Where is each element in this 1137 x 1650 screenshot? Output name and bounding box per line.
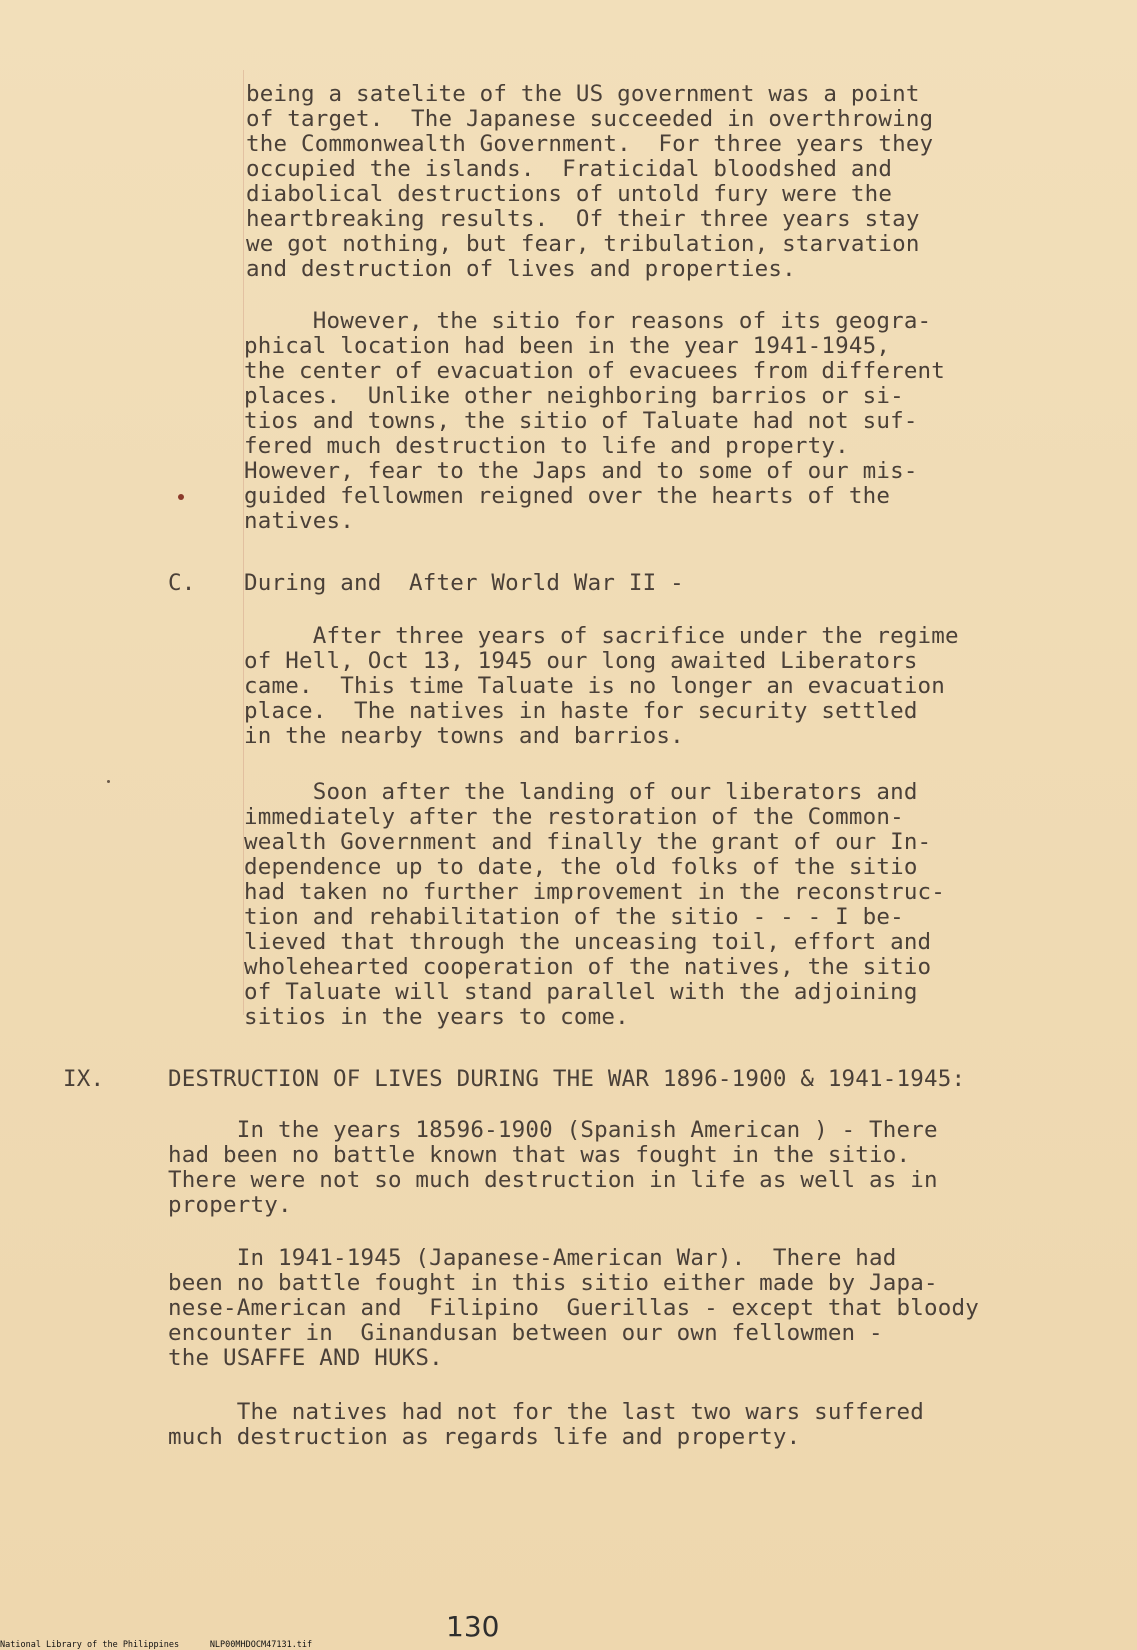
text-line: heartbreaking results. Of their three years stay <box>246 206 920 232</box>
text-line: property. <box>168 1192 292 1218</box>
text-line: After three years of sacrifice under the regime <box>244 623 959 649</box>
text-line: The natives had not for the last two wars suffered <box>168 1399 925 1425</box>
text-line: the center of evacuation of evacuees from different <box>244 358 946 384</box>
section-ix-numeral: IX. <box>63 1066 105 1092</box>
text-line: of target. The Japanese succeeded in overthrowing <box>246 106 934 132</box>
text-line: wholehearted cooperation of the natives, the sitio <box>244 954 932 980</box>
text-line: being a satelite of the US government was a point <box>246 81 920 107</box>
text-line: and destruction of lives and properties. <box>246 256 796 282</box>
text-line: we got nothing, but fear, tribulation, starvation <box>246 231 920 257</box>
text-line: of Taluate will stand parallel with the adjoining <box>244 979 918 1005</box>
text-line: the USAFFE AND HUKS. <box>168 1345 443 1371</box>
text-line: However, fear to the Japs and to some of our mis- <box>244 458 918 484</box>
text-line: Soon after the landing of our liberators and <box>244 779 918 805</box>
text-line: been no battle fought in this sitio either made by Japa- <box>168 1270 938 1296</box>
text-line: tios and towns, the sitio of Taluate had not suf- <box>244 408 918 434</box>
section-c-letter: C. <box>168 570 196 596</box>
text-line: dependence up to date, the old folks of the sitio <box>244 854 918 880</box>
ink-dot <box>178 494 184 500</box>
text-line: had been no battle known that was fought in the sitio. <box>168 1142 911 1168</box>
text-line: place. The natives in haste for security settled <box>244 698 918 724</box>
text-line: had taken no further improvement in the reconstruc- <box>244 879 946 905</box>
text-line: phical location had been in the year 1941-1945, <box>244 333 891 359</box>
text-line: In the years 18596-1900 (Spanish American ) - There <box>168 1117 938 1143</box>
scan-footer-caption: National Library of the Philippines NLP00MHDOCM47131.tif <box>0 1640 313 1650</box>
text-line: In 1941-1945 (Japanese-American War). There had <box>168 1245 897 1271</box>
text-line: tion and rehabilitation of the sitio - - - I be- <box>244 904 904 930</box>
text-line: However, the sitio for reasons of its geogra- <box>244 308 932 334</box>
text-line: came. This time Taluate is no longer an evacuation <box>244 673 946 699</box>
text-line: wealth Government and finally the grant of our In- <box>244 829 932 855</box>
text-line: of Hell, Oct 13, 1945 our long awaited Liberators <box>244 648 918 674</box>
text-line: natives. <box>244 508 354 534</box>
text-line: diabolical destructions of untold fury were the <box>246 181 893 207</box>
text-line: sitios in the years to come. <box>244 1004 629 1030</box>
text-line: guided fellowmen reigned over the hearts of the <box>244 483 891 509</box>
section-ix-title: DESTRUCTION OF LIVES DURING THE WAR 1896-1900 & 1941-1945: <box>168 1066 966 1092</box>
page-number: 130 <box>446 1610 500 1643</box>
text-line: lieved that through the unceasing toil, effort and <box>244 929 932 955</box>
ink-dot <box>107 780 110 783</box>
text-line: the Commonwealth Government. For three years they <box>246 131 934 157</box>
text-line: much destruction as regards life and property. <box>168 1424 801 1450</box>
text-line: nese-American and Filipino Guerillas - except that bloody <box>168 1295 980 1321</box>
text-line: encounter in Ginandusan between our own fellowmen - <box>168 1320 883 1346</box>
text-line: There were not so much destruction in life as well as in <box>168 1167 938 1193</box>
text-line: occupied the islands. Fraticidal bloodshed and <box>246 156 893 182</box>
section-c-title: During and After World War II - <box>244 570 684 596</box>
text-line: fered much destruction to life and property. <box>244 433 849 459</box>
text-line: immediately after the restoration of the Common- <box>244 804 904 830</box>
text-line: in the nearby towns and barrios. <box>244 723 684 749</box>
text-line: places. Unlike other neighboring barrios or si- <box>244 383 904 409</box>
